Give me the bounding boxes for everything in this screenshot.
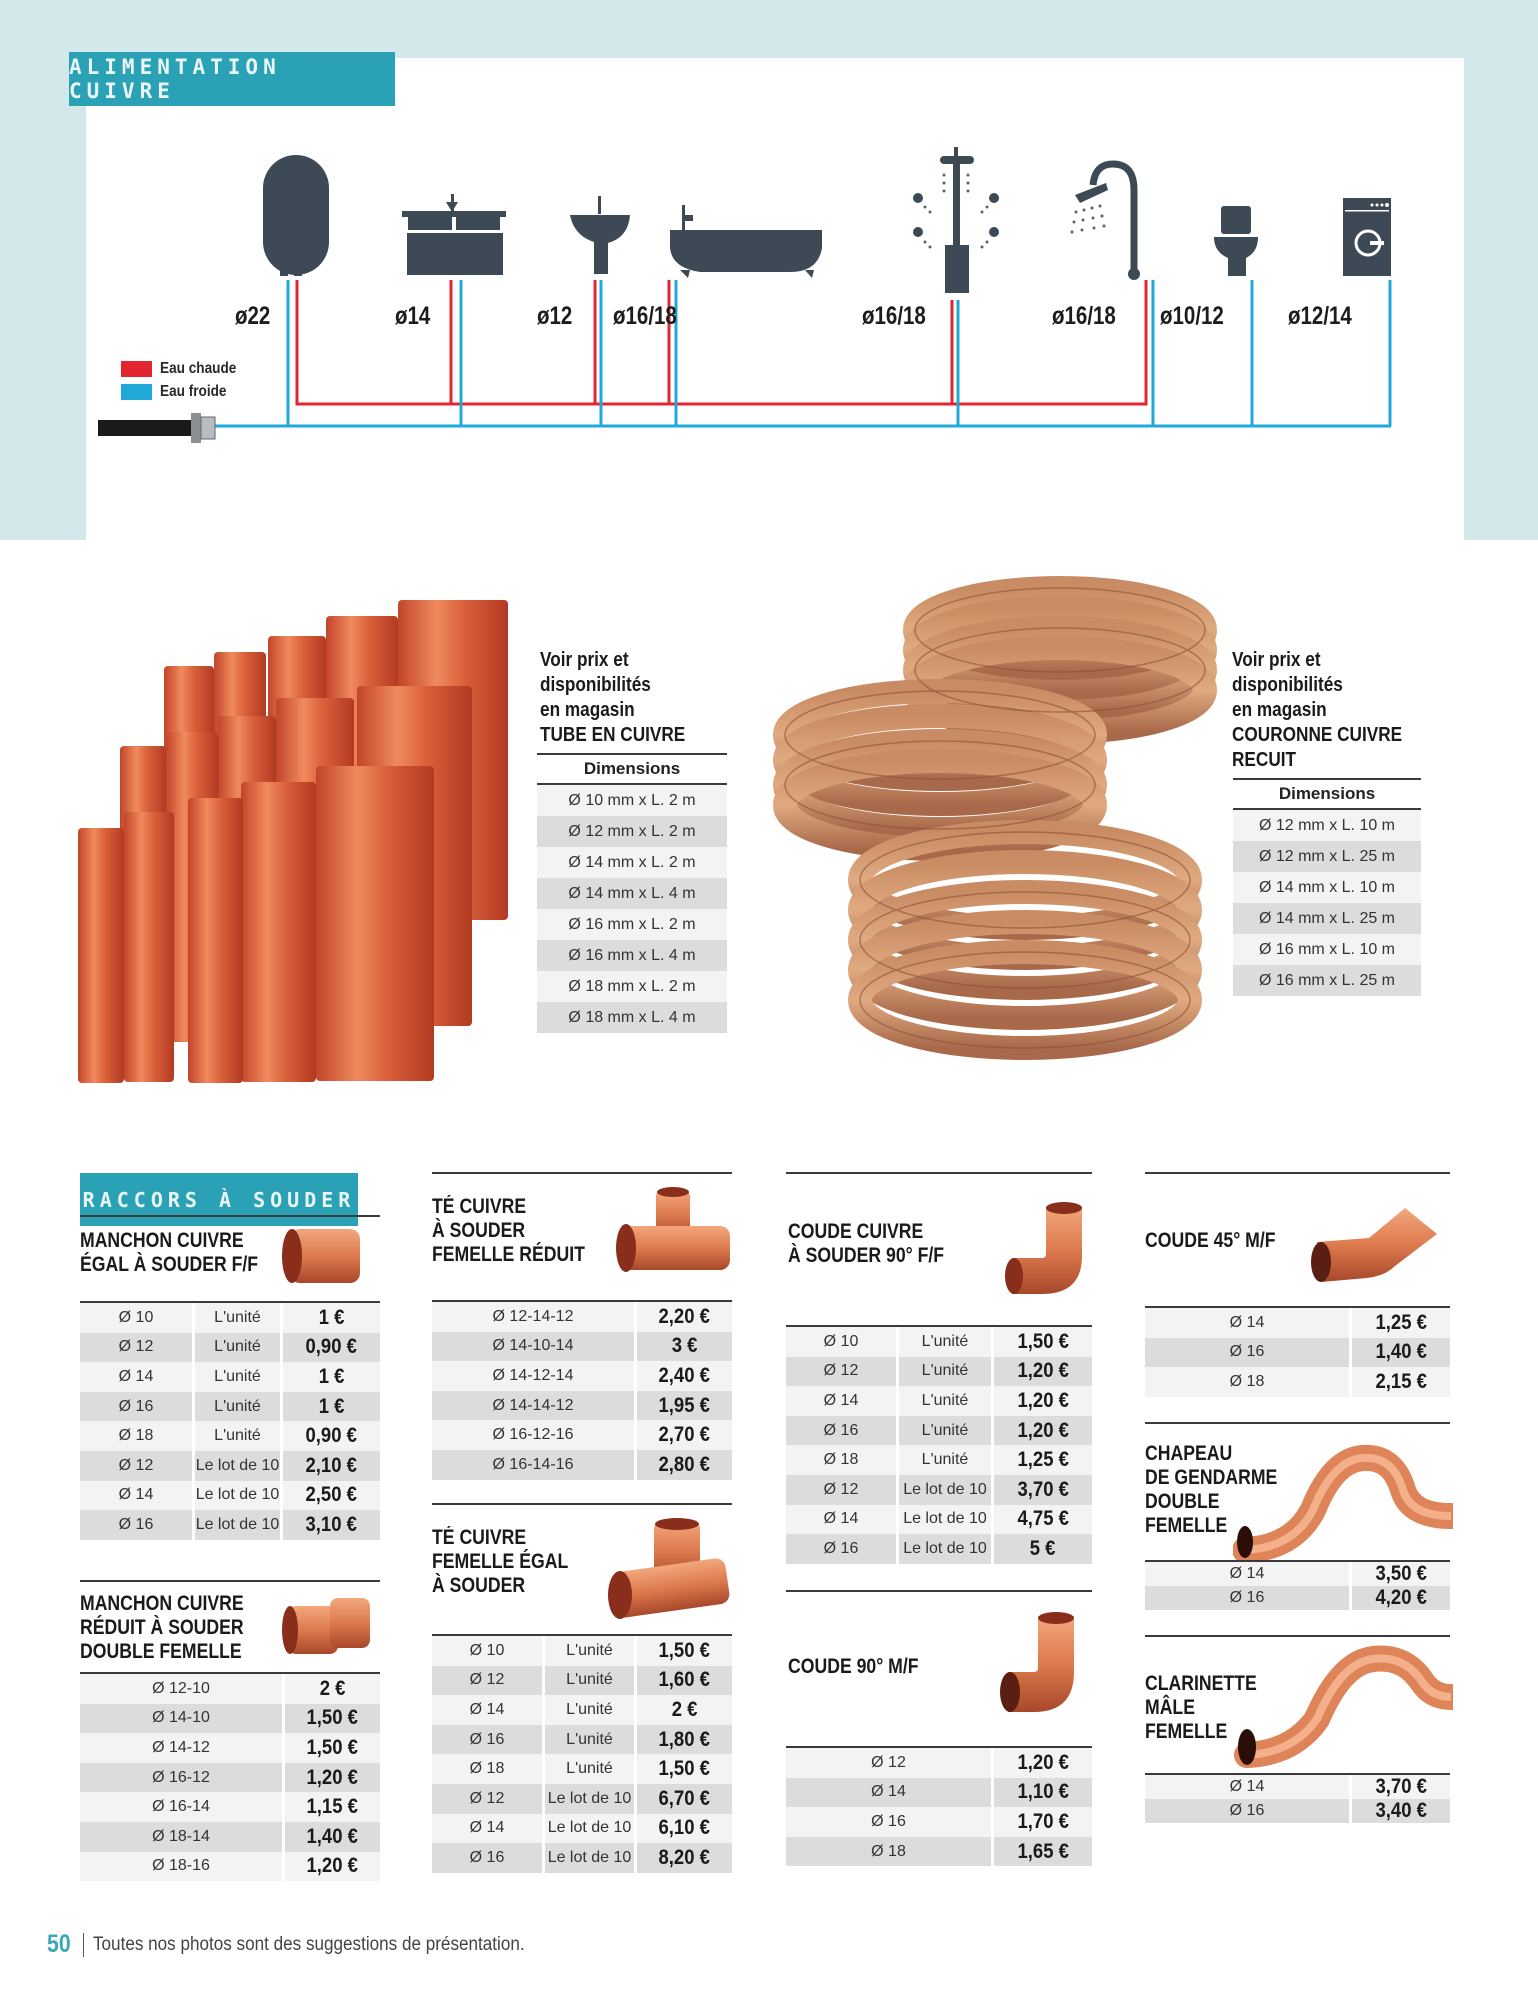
section-title-alimentation: ALIMENTATION CUIVRE (69, 52, 395, 106)
price-row: Ø 10 L'unité 1,50 € (432, 1636, 732, 1666)
divider (432, 1172, 732, 1174)
price-table (80, 1672, 380, 1881)
price-row: Ø 14 1,10 € (786, 1778, 1092, 1808)
price-row: Ø 16 L'unité 1,20 € (786, 1416, 1092, 1446)
dimension-row: Ø 18 mm x L. 2 m (537, 971, 727, 1002)
product-chapeau-gendarme (1145, 1422, 1450, 1622)
dimensions-body (537, 785, 727, 1033)
water-heater-icon (263, 155, 329, 276)
dimension-row: Ø 14 mm x L. 2 m (537, 847, 727, 878)
divider (786, 1590, 1092, 1592)
price-row: Ø 14-10-14 3 € (432, 1332, 732, 1362)
equal-tee-image (602, 1515, 732, 1625)
product-title: MANCHON CUIVRE RÉDUIT À SOUDER DOUBLE FEMELLE (80, 1592, 244, 1663)
price-row: Ø 14 L'unité 2 € (432, 1695, 732, 1725)
legend-item-cold (121, 381, 250, 403)
product-title: TÉ CUIVRE À SOUDER FEMELLE RÉDUIT (432, 1195, 585, 1266)
couronne-title-line-2: RECUIT (1232, 749, 1297, 771)
footer-divider (83, 1933, 84, 1957)
price-row: Ø 18 L'unité 0,90 € (80, 1421, 380, 1451)
price-row: Ø 12 L'unité 0,90 € (80, 1333, 380, 1363)
price-row: Ø 16-14-16 2,80 € (432, 1450, 732, 1480)
diameter-label-sink: ø12 (537, 302, 573, 330)
dimension-row: Ø 16 mm x L. 2 m (537, 909, 727, 940)
price-row: Ø 14 3,70 € (1145, 1775, 1450, 1799)
page-number: 50 (47, 1930, 71, 1958)
price-row: Ø 14 L'unité 1,20 € (786, 1386, 1092, 1416)
couronne-info (1232, 648, 1430, 773)
price-table (432, 1634, 732, 1873)
vanity-sink-icon (402, 194, 506, 275)
price-row: Ø 14 Le lot de 10 4,75 € (786, 1505, 1092, 1535)
tube-dimensions-table (537, 753, 727, 1033)
price-row: Ø 14-12-14 2,40 € (432, 1361, 732, 1391)
clarinet-bend-fitting-image (1233, 1623, 1453, 1773)
shower-icon (1071, 164, 1141, 280)
elbow-90-fitting-image (996, 1198, 1092, 1308)
product-title: COUDE 90° M/F (788, 1655, 919, 1678)
price-table (1145, 1306, 1450, 1397)
price-row: Ø 18 2,15 € (1145, 1367, 1450, 1397)
price-row: Ø 16 3,40 € (1145, 1799, 1450, 1823)
couronne-lead-line-3: en magasin (1232, 699, 1327, 721)
price-table (1145, 1773, 1450, 1823)
tube-title: TUBE EN CUIVRE (540, 724, 686, 746)
couronne-dimensions-table (1233, 778, 1421, 996)
tube-lead-line-3: en magasin (540, 699, 635, 721)
price-table (786, 1746, 1092, 1866)
plumbing-diagram (0, 0, 1538, 540)
dimensions-header: Dimensions (1233, 780, 1421, 810)
product-manchon-reduit (80, 1580, 380, 1880)
price-row: Ø 12 Le lot de 10 3,70 € (786, 1475, 1092, 1505)
product-title: CLARINETTE MÂLE FEMELLE (1145, 1672, 1257, 1743)
price-row: Ø 14 Le lot de 10 2,50 € (80, 1481, 380, 1511)
diameter-label-shower: ø16/18 (1052, 302, 1116, 330)
price-table (786, 1325, 1092, 1564)
product-coude-90-mf (786, 1590, 1092, 1863)
dimension-row: Ø 16 mm x L. 10 m (1233, 934, 1421, 965)
tube-lead-line-1: Voir prix et (540, 649, 629, 671)
price-row: Ø 16-12 1,20 € (80, 1763, 380, 1793)
price-row: Ø 10 L'unité 1,50 € (786, 1327, 1092, 1357)
price-row: Ø 18 1,65 € (786, 1837, 1092, 1867)
coupling-fitting-image (278, 1223, 370, 1289)
product-title: MANCHON CUIVRE ÉGAL À SOUDER F/F (80, 1229, 259, 1276)
product-title: CHAPEAU DE GENDARME DOUBLE FEMELLE (1145, 1442, 1278, 1537)
dimension-row: Ø 18 mm x L. 4 m (537, 1002, 727, 1033)
legend-item-hot (121, 358, 250, 380)
price-row: Ø 12-14-12 2,20 € (432, 1302, 732, 1332)
price-row: Ø 16 Le lot de 10 5 € (786, 1534, 1092, 1564)
price-row: Ø 12 Le lot de 10 6,70 € (432, 1784, 732, 1814)
divider (80, 1580, 380, 1582)
dimension-row: Ø 14 mm x L. 10 m (1233, 872, 1421, 903)
tube-lead-line-2: disponibilités (540, 674, 651, 696)
hot-water-lines (297, 280, 1146, 404)
couronne-title-line-1: COURONNE CUIVRE (1232, 724, 1403, 746)
main-supply-valve (98, 413, 215, 443)
product-coude-45-mf (1145, 1172, 1450, 1402)
price-table (1145, 1560, 1450, 1610)
price-row: Ø 18-16 1,20 € (80, 1852, 380, 1882)
price-row: Ø 18-14 1,40 € (80, 1822, 380, 1852)
copper-tubes-image (78, 590, 518, 1085)
dimensions-body (1233, 810, 1421, 996)
pedestal-sink-icon (570, 196, 630, 274)
shower-column-icon (913, 147, 999, 293)
price-row: Ø 16 1,40 € (1145, 1338, 1450, 1368)
price-row: Ø 14-12 1,50 € (80, 1733, 380, 1763)
diameter-label-vanity: ø14 (395, 302, 431, 330)
legend-label-hot: Eau chaude (160, 360, 237, 377)
price-row: Ø 10 L'unité 1 € (80, 1303, 380, 1333)
footer-note: Toutes nos photos sont des suggestions de présentation. (92, 1933, 525, 1955)
price-row: Ø 16 1,70 € (786, 1807, 1092, 1837)
dimension-row: Ø 16 mm x L. 4 m (537, 940, 727, 971)
elbow-90-male-female-image (986, 1608, 1086, 1728)
dimension-row: Ø 12 mm x L. 25 m (1233, 841, 1421, 872)
page-footer (47, 1930, 572, 1959)
price-table (432, 1300, 732, 1480)
bathtub-icon (670, 205, 822, 278)
price-row: Ø 16 Le lot de 10 3,10 € (80, 1510, 380, 1540)
dimension-row: Ø 14 mm x L. 4 m (537, 878, 727, 909)
product-title: COUDE 45° M/F (1145, 1229, 1276, 1252)
price-row: Ø 18 L'unité 1,25 € (786, 1445, 1092, 1475)
price-row: Ø 16-14 1,15 € (80, 1792, 380, 1822)
diameter-label-water-heater: ø22 (235, 302, 271, 330)
price-table (80, 1301, 380, 1540)
price-row: Ø 18 L'unité 1,50 € (432, 1754, 732, 1784)
reducing-tee-image (612, 1184, 734, 1284)
offset-bend-fitting-image (1233, 1430, 1453, 1560)
tube-info (540, 648, 709, 748)
elbow-45-fitting-image (1297, 1186, 1447, 1296)
price-row: Ø 16 4,20 € (1145, 1586, 1450, 1610)
divider (1145, 1422, 1450, 1424)
product-manchon-egal (80, 1215, 380, 1536)
dimension-row: Ø 12 mm x L. 10 m (1233, 810, 1421, 841)
price-row: Ø 12 1,20 € (786, 1748, 1092, 1778)
price-row: Ø 16 L'unité 1,80 € (432, 1725, 732, 1755)
divider (80, 1215, 380, 1217)
divider (1145, 1172, 1450, 1174)
product-coude-90-ff (786, 1172, 1092, 1572)
dimension-row: Ø 10 mm x L. 2 m (537, 785, 727, 816)
cold-water-swatch (121, 384, 152, 400)
reducer-coupling-image (278, 1592, 374, 1662)
product-title: COUDE CUIVRE À SOUDER 90° F/F (788, 1220, 945, 1267)
divider (786, 1172, 1092, 1174)
product-clarinette (1145, 1635, 1450, 1835)
dimension-row: Ø 14 mm x L. 25 m (1233, 903, 1421, 934)
legend (121, 358, 250, 404)
price-row: Ø 16 L'unité 1 € (80, 1392, 380, 1422)
diameter-label-shower-column: ø16/18 (862, 302, 926, 330)
price-row: Ø 16-12-16 2,70 € (432, 1420, 732, 1450)
dimensions-header: Dimensions (537, 755, 727, 785)
price-row: Ø 12-10 2 € (80, 1674, 380, 1704)
dimension-row: Ø 16 mm x L. 25 m (1233, 965, 1421, 996)
toilet-icon (1214, 206, 1258, 276)
price-row: Ø 14 L'unité 1 € (80, 1362, 380, 1392)
diameter-label-washing-machine: ø12/14 (1288, 302, 1352, 330)
price-row: Ø 14 1,25 € (1145, 1308, 1450, 1338)
price-row: Ø 14 Le lot de 10 6,10 € (432, 1814, 732, 1844)
washing-machine-icon (1343, 198, 1391, 276)
legend-label-cold: Eau froide (160, 383, 227, 400)
dimension-row: Ø 12 mm x L. 2 m (537, 816, 727, 847)
product-te-egal (432, 1503, 732, 1873)
couronne-lead-line-2: disponibilités (1232, 674, 1343, 696)
price-row: Ø 14-10 1,50 € (80, 1704, 380, 1734)
hot-water-swatch (121, 361, 152, 377)
diameter-label-bathtub: ø16/18 (613, 302, 677, 330)
price-row: Ø 12 Le lot de 10 2,10 € (80, 1451, 380, 1481)
price-row: Ø 12 L'unité 1,60 € (432, 1666, 732, 1696)
price-row: Ø 16 Le lot de 10 8,20 € (432, 1843, 732, 1873)
section-title-raccords: RACCORS À SOUDER (80, 1173, 358, 1226)
price-row: Ø 14-14-12 1,95 € (432, 1391, 732, 1421)
diameter-label-toilet: ø10/12 (1160, 302, 1224, 330)
divider (432, 1503, 732, 1505)
product-te-reduit (432, 1172, 732, 1476)
price-row: Ø 12 L'unité 1,20 € (786, 1357, 1092, 1387)
couronne-lead-line-1: Voir prix et (1232, 649, 1321, 671)
price-row: Ø 14 3,50 € (1145, 1562, 1450, 1586)
product-title: TÉ CUIVRE FEMELLE ÉGAL À SOUDER (432, 1526, 569, 1597)
copper-coils-image (770, 550, 1230, 1120)
